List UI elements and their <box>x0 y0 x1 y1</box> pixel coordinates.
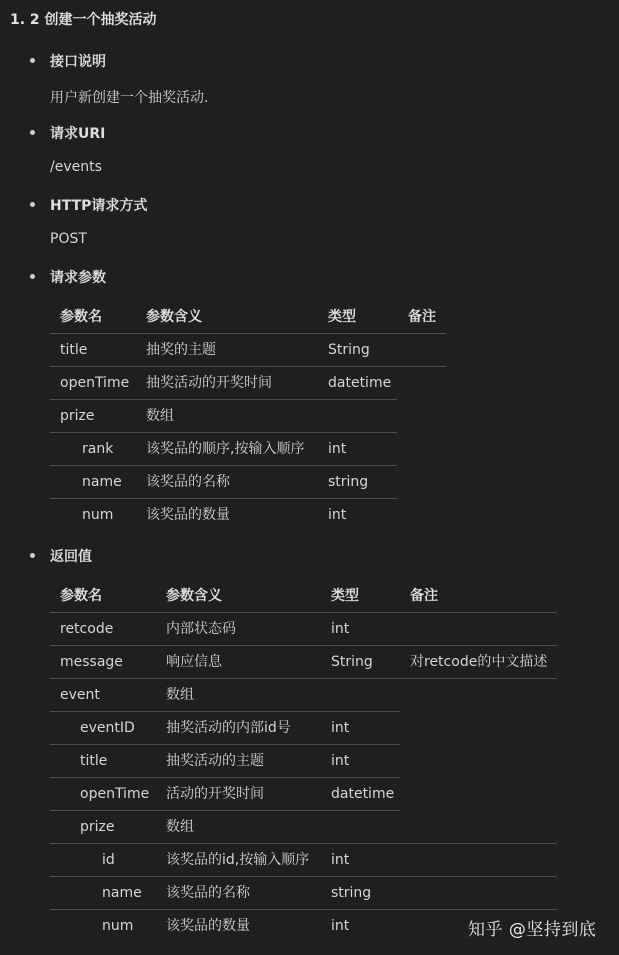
column-header: 参数名 <box>60 588 102 604</box>
table-cell: string <box>328 474 369 490</box>
table-row <box>50 367 446 400</box>
table-cell: 活动的开奖时间 <box>166 786 264 802</box>
table-cell: string <box>331 885 372 901</box>
table-cell: int <box>331 720 350 736</box>
table-cell: int <box>331 918 350 934</box>
bullet-dot <box>30 274 35 279</box>
table-cell: int <box>328 507 347 523</box>
table-row <box>50 613 557 646</box>
table-cell: num <box>82 507 114 523</box>
table-cell: 内部状态码 <box>166 621 236 637</box>
table-cell: String <box>328 342 370 358</box>
table-cell: 抽奖的主题 <box>146 342 216 358</box>
uri-value: /events <box>50 159 102 175</box>
table-row <box>50 334 446 367</box>
column-header: 备注 <box>410 588 438 604</box>
table-cell: 该奖品的id,按输入顺序 <box>166 852 310 868</box>
table-cell: datetime <box>328 375 392 391</box>
table-row <box>50 499 446 532</box>
table-cell: id <box>102 852 115 868</box>
table-cell: event <box>60 687 100 703</box>
table-row <box>50 811 557 844</box>
uri-label: 请求URI <box>50 126 106 142</box>
table-cell: title <box>80 753 108 769</box>
column-header: 备注 <box>408 309 436 325</box>
table-cell: num <box>102 918 134 934</box>
table-cell: int <box>328 441 347 457</box>
column-header: 类型 <box>331 588 359 604</box>
method-label: HTTP请求方式 <box>50 198 148 214</box>
table-cell: 数组 <box>166 819 194 835</box>
bullet-dot <box>30 130 35 135</box>
section-heading: 1. 2 创建一个抽奖活动 <box>10 12 157 28</box>
table-cell: 该奖品的数量 <box>166 918 250 934</box>
table-cell: retcode <box>60 621 114 637</box>
table-row <box>50 745 557 778</box>
table-row <box>50 433 446 466</box>
interface-label: 接口说明 <box>50 54 106 70</box>
table-cell: int <box>331 753 350 769</box>
table-cell: eventID <box>80 720 135 736</box>
bullet-dot <box>30 58 35 63</box>
table-cell: 数组 <box>146 408 174 424</box>
column-header: 参数名 <box>60 309 102 325</box>
table-cell: datetime <box>331 786 395 802</box>
table-cell: openTime <box>60 375 130 391</box>
returns-label: 返回值 <box>50 549 92 565</box>
table-cell: 抽奖活动的开奖时间 <box>146 375 272 391</box>
table-cell: 该奖品的名称 <box>166 885 250 901</box>
table-row <box>50 679 557 712</box>
table-cell: int <box>331 852 350 868</box>
bullet-dot <box>30 202 35 207</box>
bullet-dot <box>30 553 35 558</box>
table-cell: name <box>102 885 142 901</box>
table-row <box>50 712 557 745</box>
table-cell: 抽奖活动的主题 <box>166 753 264 769</box>
table-row <box>50 877 557 910</box>
table-row <box>50 646 557 679</box>
params-label: 请求参数 <box>50 270 106 286</box>
table-cell: 抽奖活动的内部id号 <box>166 720 291 736</box>
table-header-row <box>50 301 446 334</box>
table-cell: 响应信息 <box>166 654 222 670</box>
interface-description: 用户新创建一个抽奖活动. <box>50 90 209 106</box>
table-cell: int <box>331 621 350 637</box>
method-value: POST <box>50 231 87 247</box>
table-cell: 该奖品的顺序,按输入顺序 <box>146 441 305 457</box>
column-header: 参数含义 <box>166 588 222 604</box>
table-cell: message <box>60 654 123 670</box>
table-cell: String <box>331 654 373 670</box>
table-cell: name <box>82 474 122 490</box>
table-cell: prize <box>80 819 115 835</box>
table-cell: 对retcode的中文描述 <box>410 654 548 670</box>
column-header: 参数含义 <box>146 309 202 325</box>
table-cell: rank <box>82 441 114 457</box>
table-cell: prize <box>60 408 95 424</box>
table-row <box>50 844 557 877</box>
table-cell: 该奖品的名称 <box>146 474 230 490</box>
table-cell: 该奖品的数量 <box>146 507 230 523</box>
table-cell: title <box>60 342 88 358</box>
table-row <box>50 400 446 433</box>
table-header-row <box>50 580 557 613</box>
table-row <box>50 778 557 811</box>
table-cell: openTime <box>80 786 150 802</box>
table-row <box>50 466 446 499</box>
column-header: 类型 <box>328 309 356 325</box>
table-cell: 数组 <box>166 687 194 703</box>
watermark: 知乎 @坚持到底 <box>468 920 597 940</box>
